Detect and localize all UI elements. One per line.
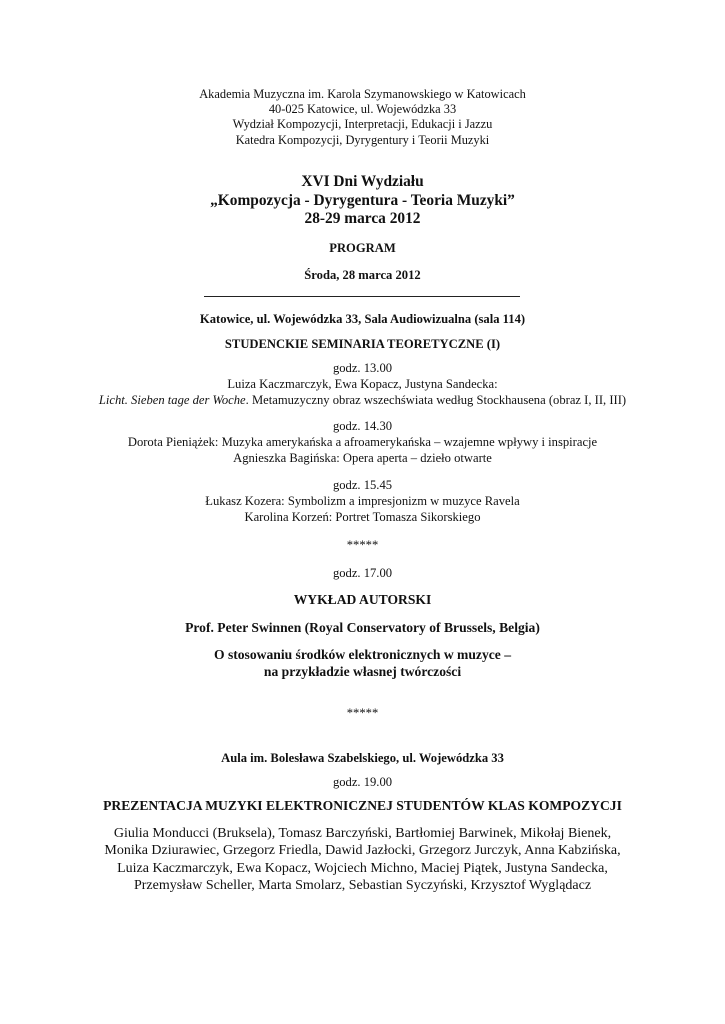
separator: ***** — [346, 538, 379, 552]
session-topic-italic: Licht. Sieben tage der Woche — [98, 393, 246, 408]
concert-venue: Aula im. Bolesława Szabelskiego, ul. Wojewódzka 33 — [221, 751, 504, 765]
performers-line: Giulia Monducci (Bruksela), Tomasz Barczyński, Bartłomiej Barwinek, Mikołaj Bienek, — [113, 826, 612, 841]
institution-header — [0, 87, 725, 148]
lecture-speaker: Prof. Peter Swinnen (Royal Conservatory of Brussels, Belgia) — [185, 620, 540, 635]
lecture-topic-line: O stosowaniu środków elektronicznych w muzyce – — [213, 647, 512, 662]
session-talk: Łukasz Kozera: Symbolizm a impresjonizm w muzyce Ravela — [205, 494, 520, 509]
concert-time: godz. 19.00 — [332, 775, 393, 789]
session-talk: Karolina Korzeń: Portret Tomasza Sikorskiego — [244, 510, 481, 525]
separator: ***** — [346, 706, 379, 720]
header-line: Wydział Kompozycji, Interpretacji, Edukacji i Jazzu — [232, 117, 493, 132]
session-2 — [0, 418, 725, 467]
lecture-topic-line: na przykładzie własnej twórczości — [263, 664, 462, 679]
performers-line: Przemysław Scheller, Marta Smolarz, Sebastian Syczyński, Krzysztof Wyglądacz — [133, 878, 592, 894]
event-title — [0, 173, 725, 229]
session-time: godz. 13.00 — [332, 361, 393, 375]
performers-line: Luiza Kaczmarczyk, Ewa Kopacz, Wojciech Michno, Maciej Piątek, Justyna Sandecka, — [117, 860, 608, 876]
lecture-topic — [0, 646, 725, 680]
event-title-line: „Kompozycja - Dyrygentura - Teoria Muzyki” — [210, 191, 515, 209]
session-1 — [0, 360, 725, 409]
session-time: godz. 15.45 — [332, 478, 393, 492]
venue-heading: Katowice, ul. Wojewódzka 33, Sala Audiowizualna (sala 114) — [199, 312, 526, 326]
lecture-time: godz. 17.00 — [332, 566, 393, 580]
session-talk: Dorota Pieniążek: Muzyka amerykańska a afroamerykańska – wzajemne wpływy i inspiracje — [127, 435, 598, 450]
seminar-title: STUDENCKIE SEMINARIA TEORETYCZNE (I) — [224, 337, 501, 351]
session-talk: Agnieszka Bagińska: Opera aperta – dzieło otwarte — [233, 451, 492, 466]
session-topic — [0, 392, 725, 408]
header-line: Katedra Kompozycji, Dyrygentury i Teorii Muzyki — [235, 132, 490, 147]
lecture-title: WYKŁAD AUTORSKI — [293, 592, 432, 607]
divider — [204, 296, 520, 297]
event-title-line: XVI Dni Wydziału — [301, 173, 424, 190]
session-authors: Luiza Kaczmarczyk, Ewa Kopacz, Justyna Sandecka: — [227, 377, 498, 392]
day-heading: Środa, 28 marca 2012 — [304, 268, 421, 282]
performers-line: Monika Dziurawiec, Grzegorz Friedla, Dawid Jazłocki, Grzegorz Jurczyk, Anna Kabzińska, — [104, 843, 621, 859]
header-line: 40-025 Katowice, ul. Wojewódzka 33 — [268, 102, 457, 117]
concert-title: PREZENTACJA MUZYKI ELEKTRONICZNEJ STUDENTÓW KLAS KOMPOZYCJI — [103, 798, 622, 813]
session-3 — [0, 477, 725, 526]
session-time: godz. 14.30 — [332, 419, 393, 433]
program-label: PROGRAM — [329, 241, 396, 255]
concert-performers — [0, 825, 725, 895]
event-title-line: 28-29 marca 2012 — [304, 210, 421, 228]
session-topic-rest: . Metamuzyczny obraz wszechświata według Stockhausena (obraz I, II, III) — [245, 393, 627, 408]
header-line: Akademia Muzyczna im. Karola Szymanowskiego w Katowicach — [199, 87, 526, 101]
